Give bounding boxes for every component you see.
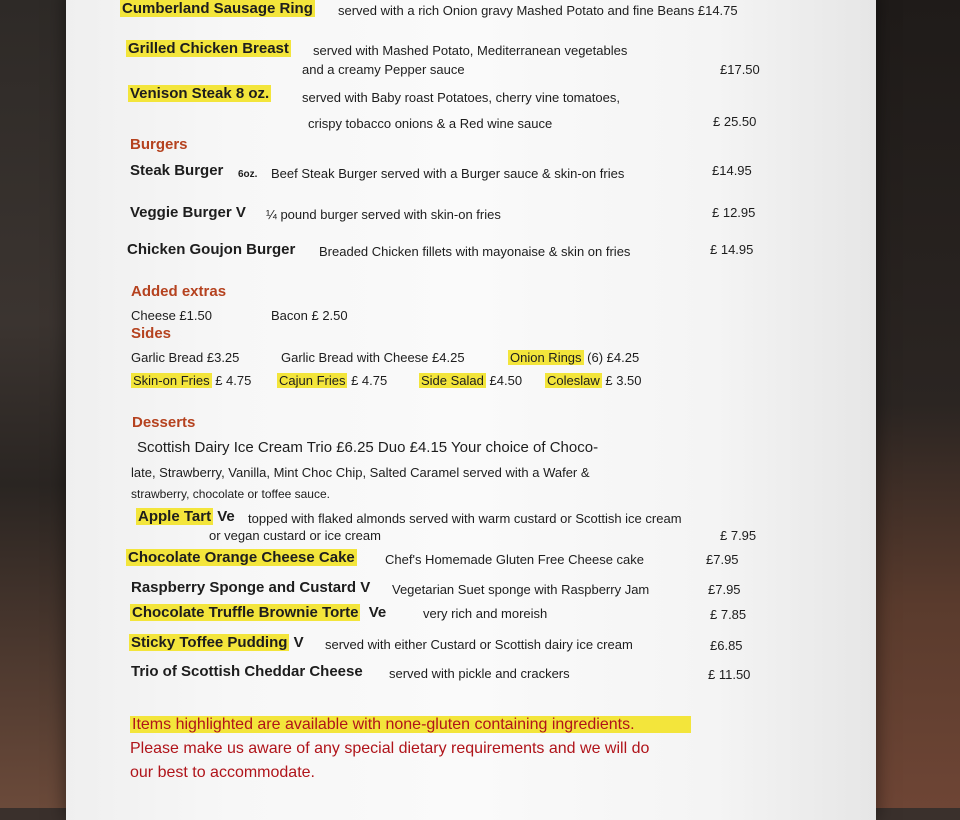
steak-burger-name: Steak Burger: [130, 162, 224, 179]
side-fries-name: Skin-on Fries: [133, 373, 210, 388]
side-onion-rings: [508, 349, 639, 367]
goujon-burger-desc: Breaded Chicken fillets with mayonaise & skin on fries: [319, 244, 631, 259]
veggie-burger-price: £ 12.95: [712, 205, 756, 220]
goujon-burger-name: Chicken Goujon Burger: [127, 241, 296, 258]
sausage-desc: served with a rich Onion gravy Mashed Potato and fine Beans £14.75: [338, 3, 738, 18]
side-fries: [131, 372, 251, 390]
steak-burger-size: 6oz.: [238, 169, 258, 180]
side-cajun-name: Cajun Fries: [279, 373, 346, 388]
icecream-line-3: strawberry, chocolate or toffee sauce.: [131, 487, 330, 501]
cheddar-trio-price: £ 11.50: [708, 667, 751, 682]
apple-tart-name-text: Apple Tart: [138, 508, 212, 525]
side-coleslaw-price: £ 3.50: [605, 373, 642, 388]
icecream-line-2: late, Strawberry, Vanilla, Mint Choc Chip, Salted Caramel served with a Wafer &: [131, 465, 590, 480]
icecream-line-1: Scottish Dairy Ice Cream Trio £6.25 Duo £4.15 Your choice of Choco-: [137, 439, 599, 456]
sides-heading: Sides: [131, 325, 172, 342]
truffle-torte-price: £ 7.85: [710, 607, 747, 622]
apple-tart-name: [136, 508, 235, 526]
sticky-toffee-name: [129, 634, 304, 652]
side-coleslaw-name: Coleslaw: [547, 373, 600, 388]
side-coleslaw: [545, 372, 642, 390]
side-garlic-bread-cheese: Garlic Bread with Cheese £4.25: [281, 350, 465, 365]
goujon-burger-price: £ 14.95: [710, 242, 754, 257]
sticky-toffee-tag: V: [293, 634, 304, 651]
chicken-price: £17.50: [720, 62, 760, 77]
side-cajun-fries: [277, 372, 387, 390]
burgers-heading: Burgers: [130, 136, 188, 153]
truffle-torte-desc: very rich and moreish: [423, 606, 548, 621]
truffle-torte-tag: Ve: [368, 604, 387, 621]
orange-cheesecake-price: £7.95: [706, 552, 739, 567]
chicken-name: [126, 40, 291, 58]
dietary-note-2: our best to accommodate.: [130, 764, 315, 781]
sausage-name: [120, 0, 315, 18]
chicken-desc-2: and a creamy Pepper sauce: [302, 62, 465, 77]
apple-tart-desc-2: or vegan custard or ice cream: [209, 528, 381, 543]
side-garlic-bread: Garlic Bread £3.25: [131, 350, 240, 365]
cheddar-trio-desc: served with pickle and crackers: [389, 666, 570, 681]
desserts-heading: Desserts: [132, 414, 196, 431]
dietary-note-1: Please make us aware of any special dietary requirements and we will do: [130, 740, 650, 757]
venison-price: £ 25.50: [713, 114, 757, 129]
side-fries-price: £ 4.75: [215, 373, 252, 388]
sticky-toffee-price: £6.85: [710, 638, 743, 653]
steak-burger-price: £14.95: [712, 163, 752, 178]
gluten-note-text: Items highlighted are available with none-gluten containing ingredients.: [130, 716, 691, 733]
side-salad-price: £4.50: [489, 373, 523, 388]
apple-tart-tag: Ve: [217, 508, 235, 525]
chicken-desc-1: served with Mashed Potato, Mediterranean vegetables: [313, 43, 628, 58]
sausage-name-text: Cumberland Sausage Ring: [122, 0, 313, 17]
orange-cheesecake-name: [126, 549, 357, 567]
extra-bacon: Bacon £ 2.50: [271, 308, 348, 323]
apple-tart-price: £ 7.95: [720, 528, 757, 543]
veggie-burger-name: Veggie Burger V: [130, 204, 246, 221]
apple-tart-desc-1: topped with flaked almonds served with warm custard or Scottish ice cream: [248, 511, 682, 526]
sticky-toffee-name-text: Sticky Toffee Pudding: [131, 634, 288, 651]
veggie-burger-desc: ¼ pound burger served with skin-on fries: [266, 207, 501, 222]
cheddar-trio-name: Trio of Scottish Cheddar Cheese: [131, 663, 363, 680]
venison-desc-1: served with Baby roast Potatoes, cherry vine tomatoes,: [302, 90, 620, 105]
truffle-torte-name-text: Chocolate Truffle Brownie Torte: [132, 604, 359, 621]
truffle-torte-name: [130, 604, 386, 622]
side-onion-rings-name: Onion Rings: [510, 350, 582, 365]
side-salad-name: Side Salad: [421, 373, 484, 388]
side-cajun-price: £ 4.75: [351, 373, 388, 388]
chicken-name-text: Grilled Chicken Breast: [128, 40, 289, 57]
side-salad: [419, 372, 522, 390]
extras-heading: Added extras: [131, 283, 227, 300]
raspberry-sponge-name: Raspberry Sponge and Custard V: [131, 579, 371, 596]
venison-desc-2: crispy tobacco onions & a Red wine sauce: [308, 116, 553, 131]
raspberry-sponge-desc: Vegetarian Suet sponge with Raspberry Jam: [392, 582, 650, 597]
extra-cheese: Cheese £1.50: [131, 308, 212, 323]
orange-cheesecake-desc: Chef's Homemade Gluten Free Cheese cake: [385, 552, 644, 567]
venison-name-text: Venison Steak 8 oz.: [130, 85, 270, 102]
raspberry-sponge-price: £7.95: [708, 582, 741, 597]
side-onion-rings-price: (6) £4.25: [587, 350, 640, 365]
orange-cheesecake-name-text: Chocolate Orange Cheese Cake: [128, 549, 355, 566]
venison-name: [128, 85, 271, 103]
steak-burger-desc: Beef Steak Burger served with a Burger sauce & skin-on fries: [271, 166, 625, 181]
gluten-note: [130, 716, 691, 734]
sticky-toffee-desc: served with either Custard or Scottish dairy ice cream: [325, 637, 633, 652]
